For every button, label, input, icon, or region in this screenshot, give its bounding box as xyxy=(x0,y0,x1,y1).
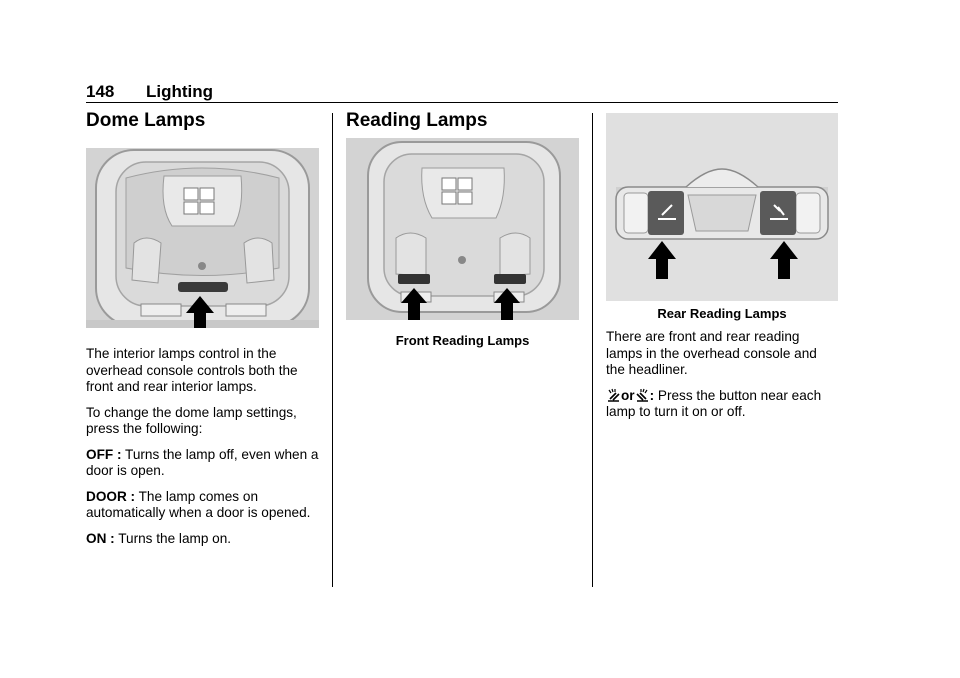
rear-reading-lamps-caption: Rear Reading Lamps xyxy=(657,306,787,321)
setting-on xyxy=(86,531,322,548)
dome-intro: The interior lamps control in the overhead console controls both the front and rear interior lamps. xyxy=(86,346,298,394)
chapter-title: Lighting xyxy=(146,82,214,101)
button-colon: : xyxy=(649,387,655,403)
dome-lamps-heading: Dome Lamps xyxy=(86,110,206,131)
setting-term: ON : xyxy=(86,530,115,546)
rear-reading-lamps-illustration xyxy=(606,113,838,301)
setting-description: The lamp comes on automatically when a door is opened. xyxy=(86,488,311,520)
left-reading-lamp-icon xyxy=(606,388,621,402)
reading-lamps-heading: Reading Lamps xyxy=(346,110,488,131)
reading-button-instruction xyxy=(606,388,838,421)
right-reading-lamp-icon xyxy=(635,388,650,402)
reading-button-text: Press the button near each lamp to turn it on or off. xyxy=(606,387,822,419)
dome-lamps-text xyxy=(86,346,322,556)
setting-door xyxy=(86,489,322,522)
front-reading-lamps-caption: Front Reading Lamps xyxy=(395,333,530,348)
setting-term: DOOR : xyxy=(86,488,136,504)
setting-description: Turns the lamp off, even when a door is open. xyxy=(86,446,319,478)
reading-lamps-text xyxy=(606,329,838,430)
page-header xyxy=(86,82,838,103)
column-divider xyxy=(592,113,593,587)
or-word: or xyxy=(621,387,635,403)
setting-term: OFF : xyxy=(86,446,122,462)
setting-off xyxy=(86,447,322,480)
dome-instruction: To change the dome lamp settings, press the following: xyxy=(86,404,297,436)
front-reading-lamps-illustration xyxy=(346,138,579,320)
reading-intro: There are front and rear reading lamps in the overhead console and the headliner. xyxy=(606,329,817,377)
setting-description: Turns the lamp on. xyxy=(114,530,232,546)
column-divider xyxy=(332,113,333,587)
dome-lamp-illustration xyxy=(86,148,319,328)
page-number: 148 xyxy=(86,82,115,101)
